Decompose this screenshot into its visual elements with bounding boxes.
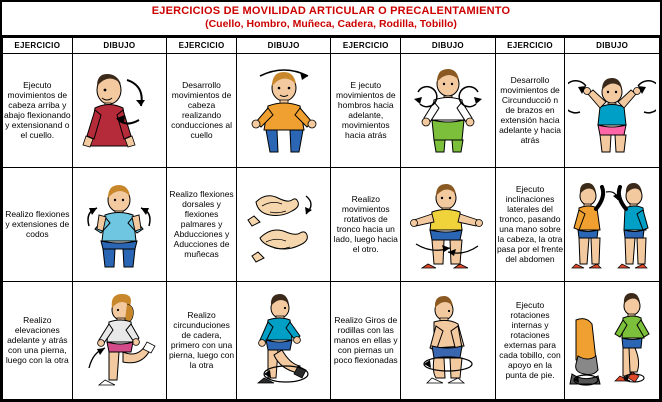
ankle-rotation-figure [566,283,658,398]
exercise-figure-2-3 [236,281,331,399]
exercise-figure-1-3 [72,281,167,399]
neck-circles-figure [238,55,330,166]
exercise-text-4-2: Ejecuto inclinaciones laterales del tronco, pasando una mano sobre la cabeza, la otra pasa por el frente del abdomen [495,167,565,281]
neck-flexion-extension-figure [74,55,166,166]
exercise-text-2-1: Desarrollo movimientos de cabeza realizando conducciones al cuello [167,54,237,168]
exercise-text-1-1: Ejecuto movimientos de cabeza arriba y abajo flexionando y extensionand o el cuello. [3,54,73,168]
arm-circumduction-figure [566,55,658,166]
table-row [3,167,660,281]
header-exercise-4: EJERCICIO [495,38,565,54]
exercise-text-1-3: Realizo elevaciones adelante y atrás con una pierna, luego con la otra [3,281,73,399]
hip-circumduction-figure [238,283,330,398]
exercise-figure-4-1 [565,54,660,168]
elbow-flexion-extension-figure [74,169,166,280]
exercise-text-4-3: Ejecuto rotaciones internas y rotaciones externas para cada tobillo, con apoyo en la punta de pie. [495,281,565,399]
exercise-text-3-1: E jecuto movimientos de hombros hacia adelante, movimientos hacia atrás [331,54,401,168]
header-drawing-2: DIBUJO [236,38,331,54]
exercise-text-3-2: Realizo movimientos rotativos de tronco hacia un lado, luego hacia el otro. [331,167,401,281]
exercise-table [2,37,660,400]
trunk-rotation-figure [402,169,494,280]
exercise-figure-3-3 [401,281,496,399]
lateral-trunk-bend-figure [566,169,658,280]
wrist-flexion-figure [238,169,330,280]
table-header-row [3,38,660,54]
exercise-text-1-2: Realizo flexiones y extensiones de codos [3,167,73,281]
exercise-figure-3-1 [401,54,496,168]
header-drawing-4: DIBUJO [565,38,660,54]
exercise-text-2-3: Realizo circunduciones de cadera, primero con una pierna, luego con la otra [167,281,237,399]
header-exercise-2: EJERCICIO [167,38,237,54]
exercise-text-4-1: Desarrollo movimientos de Circunducció n de brazos en extensión hacia adelante y hacia atrás [495,54,565,168]
leg-front-back-raise-figure [74,283,166,398]
exercise-text-3-3: Realizo Giros de rodillas con las manos en ellas y con piernas un poco flexionadas [331,281,401,399]
knee-circles-figure [402,283,494,398]
exercise-figure-1-1 [72,54,167,168]
shoulder-rotation-figure [402,55,494,166]
exercise-figure-2-1 [236,54,331,168]
exercise-figure-1-2 [72,167,167,281]
header-drawing-3: DIBUJO [401,38,496,54]
table-row [3,281,660,399]
document-title [2,2,660,37]
title-line-1: EJERCICIOS DE MOVILIDAD ARTICULAR O PRECALENTAMIENTO [151,5,511,17]
title-line-2: (Cuello, Hombro, Muñeca, Cadera, Rodilla, Tobillo) [205,18,457,30]
header-drawing-1: DIBUJO [72,38,167,54]
exercise-text-2-2: Realizo flexiones dorsales y flexiones palmares y Abducciones y Aducciones de muñecas [167,167,237,281]
exercise-figure-4-3 [565,281,660,399]
exercise-figure-3-2 [401,167,496,281]
exercise-figure-2-2 [236,167,331,281]
header-exercise-3: EJERCICIO [331,38,401,54]
exercise-figure-4-2 [565,167,660,281]
table-row [3,54,660,168]
header-exercise-1: EJERCICIO [3,38,73,54]
